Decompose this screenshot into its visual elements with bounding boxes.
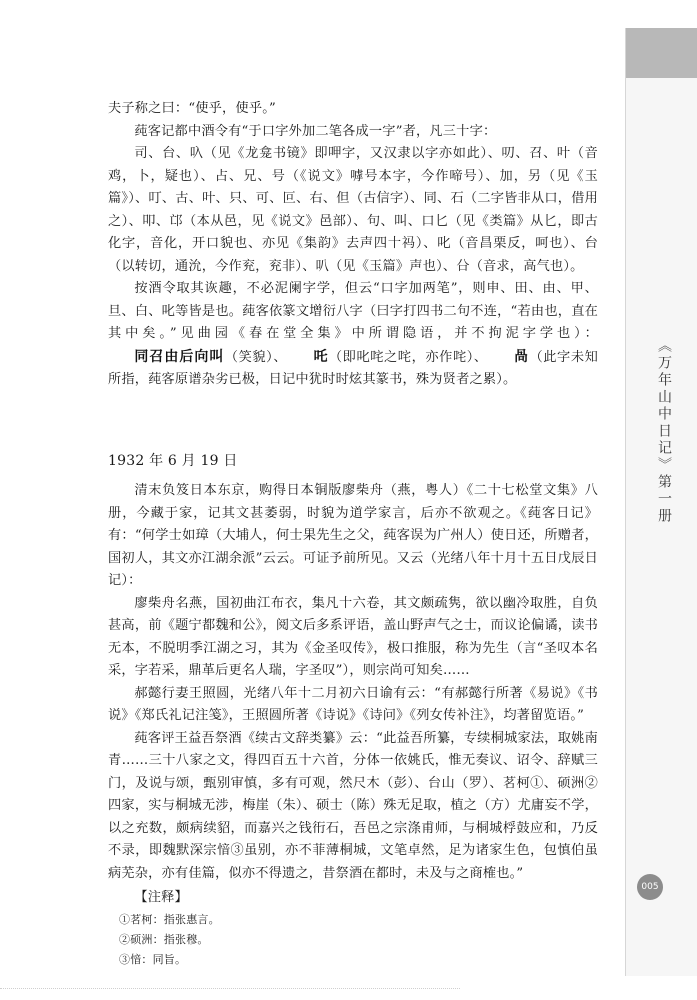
note-item: ②硕洲：指张穆。 [119, 932, 209, 946]
side-margin-band [625, 28, 697, 976]
paragraph-text: （笑貌）、 [224, 349, 288, 365]
paragraph-text: 按酒令取其诙趣，不必泥阑字学，但云“口字加两笔”，则申、田、由、甲、旦、白、叱等皆是也。莼客依篆文增衍八字（曰字打四书二句不连，“若由也，直在其中矣。”见曲园《春在堂全集》中所谓隐语，并不拘泥字学也）： [108, 281, 598, 341]
entry-date-heading: 1932 年 6 月 19 日 [108, 452, 238, 469]
paragraph: 夫子称之曰：“使乎，使乎。” [108, 101, 276, 116]
paragraph: 司、台、叺（见《龙龛书镜》即呷字，又汉隶以字亦如此）、叨、召、叶（音鸡，卜，疑也）、占、兄、号（《说文》嘑号本字，今作啼号）、加，另（见《玉篇》）、叮、古、叶、只、可、叵、右、但（古信字）、同、石（二字皆非从口，借用之）、叩、邙（本从邑，见《说文》邑部）、句、叫、口匕（见《类篇》从匕，即古化字，音化，开口貌也、亦见《集韵》去声四十祃）、叱（音昌栗反，呵也）、台（以转切，通沇，今作兖，兖非）、叭（见《玉篇》声也）、㕣（音求，高气也）。 [108, 146, 598, 274]
paragraph: 清末负笈日本东京，购得日本铜版廖柴舟（燕，粤人）《二十七松堂文集》八册，今藏于家，记其文甚萎弱，时貌为道学家言，后亦不欲观之。《莼客日记》有：“何学士如璋（大埔人，何士果先生之父，莼客误为广州人）使日还，所赠者，国初人，其文亦江湖余派”云云。可证予前所见。又云（光绪八年十月十五日戊辰日记）： [108, 483, 598, 588]
main-text-column [108, 98, 598, 970]
paragraph-text: （即叱咤之咤，亦作咤）、 [328, 349, 488, 365]
paragraph: 廖柴舟名燕，国初曲江布衣，集凡十六卷，其文颇疏隽，欲以幽冷取胜，自负甚高，前《题宁都魏和公》，阅文后多系评语，盖山野声气之士，而议论偏谲，读书无本，不脱明季江湖之习，其为《金圣叹传》，极口推服，称为先生（言“圣叹本名采，字若采，鼎革后更名人瑞，字圣叹”），则宗尚可知矣…… [108, 595, 598, 678]
paragraph: 莼客记都中酒令有“于口字外加二笔各成一字”者，凡三十字： [134, 123, 497, 139]
side-band-top-block [626, 28, 697, 78]
seal-script-glyph: 咼 [514, 348, 530, 365]
notes-heading: 【注释】 [134, 890, 188, 905]
paragraph-text: （此字未知所指，莼客原谱杂劣已极，日记中犹时时炫其篆书，殊为贤者之累）。 [108, 349, 598, 387]
seal-script-glyph: 吒 [313, 348, 329, 365]
note-item: ③愔：同旨。 [119, 952, 187, 966]
page-number-badge: 005 [637, 874, 663, 900]
paragraph: 莼客评王益吾祭酒《续古文辞类纂》云：“此益吾所纂，专续桐城家法，取姚南青……三十八家之文，得四百五十六首，分体一依姚氏，惟无奏议、诏令、辞赋三门，及说与颂，甄别审慎，多有可观，然尺木（彭）、台山（罗）、茗柯①、硕洲②四家，实与桐城无涉，梅崖（朱）、硕士（陈）殊无足取，植之（方）尤庸妄不学，以之充数，颇病续貂，而嘉兴之钱衎石，吾邑之宗涤甫师，与桐城桴鼓应和，乃反不录，即魏默深宗愔③虽别，亦不菲薄桐城，文笔卓然，足为诸家生色，包慎伯虽病芜杂，亦有佳篇，似亦不得遗之，昔祭酒在都时，未及与之商榷也。” [108, 730, 598, 881]
paragraph-with-seal-glyphs [108, 278, 598, 392]
seal-script-glyphs: 同召由后向叫 [134, 348, 225, 365]
note-item: ①茗柯：指张惠言。 [119, 912, 220, 926]
paragraph: 郝懿行妻王照圆，光绪八年十二月初六日谕有云：“有郝懿行所著《易说》《书说》《郑氏礼记注笺》，王照圆所著《诗说》《诗问》《列女传补注》，均著留览语。” [108, 685, 598, 723]
book-running-title: 《万年山中日记》第一册 [656, 338, 672, 525]
bottom-divider [0, 988, 460, 999]
